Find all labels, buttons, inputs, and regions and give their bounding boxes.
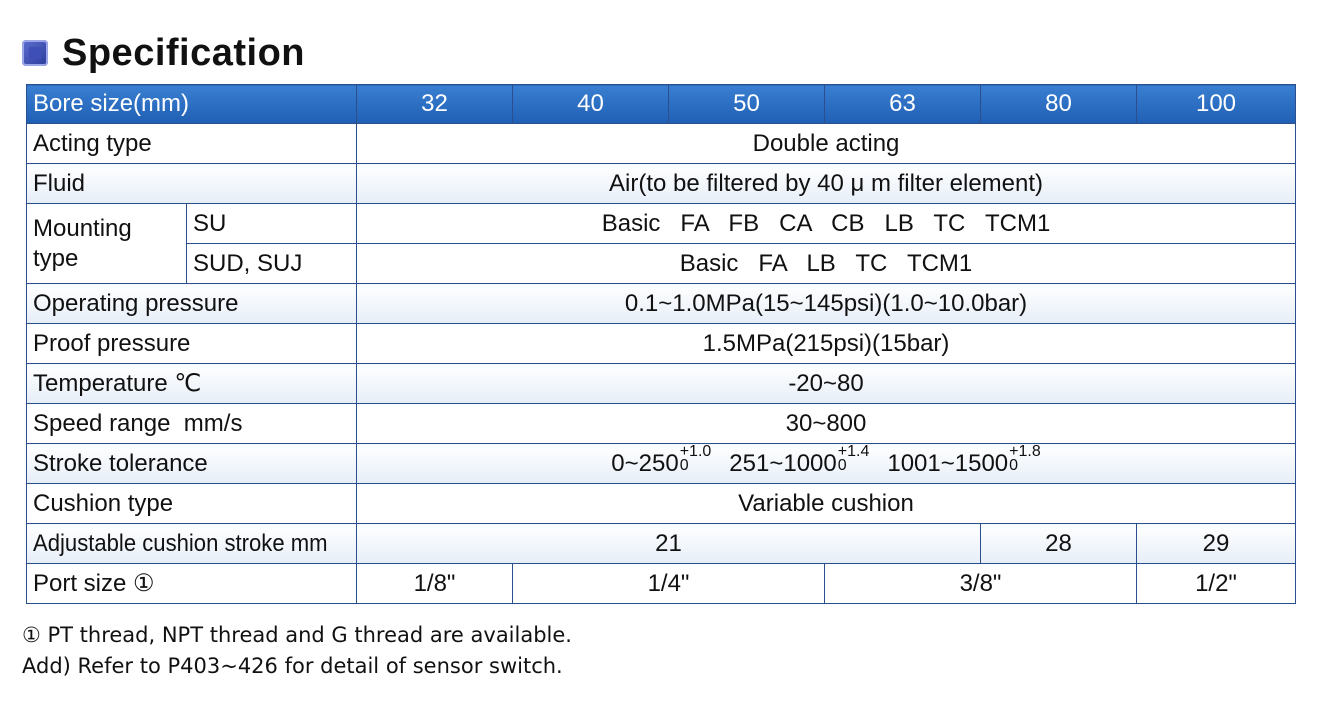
cushion-type-value: Variable cushion: [357, 484, 1296, 524]
proof-pressure-value: 1.5MPa(215psi)(15bar): [357, 324, 1296, 364]
tolerance-upper: +1.0: [679, 443, 712, 461]
footnote-thread: ① PT thread, NPT thread and G thread are available.: [22, 623, 572, 647]
tolerance-range: 251~1000: [729, 449, 837, 477]
proof-pressure-row: [27, 324, 1296, 364]
bore-40: 40: [513, 85, 669, 124]
footnote-sensor: Add) Refer to P403~426 for detail of sensor switch.: [22, 654, 563, 678]
temperature-value: -20~80: [357, 364, 1296, 404]
acting-type-value: Double acting: [357, 124, 1296, 164]
tolerance-upper: +1.4: [837, 443, 870, 461]
stroke-tolerance-row: [27, 444, 1296, 484]
square-bullet-icon: [22, 40, 48, 66]
port-size-label: Port size ①: [27, 564, 357, 604]
mounting-sud-row: [27, 244, 1296, 284]
tolerance-upper: +1.8: [1009, 443, 1041, 461]
bore-63: 63: [825, 85, 981, 124]
mounting-su-value: Basic FA FB CA CB LB TC TCM1: [357, 204, 1296, 244]
adjustable-cushion-32-63: 21: [357, 524, 981, 564]
speed-range-value: 30~800: [357, 404, 1296, 444]
speed-range-label: Speed range mm/s: [27, 404, 357, 444]
port-size-100: 1/2": [1137, 564, 1296, 604]
tolerance-lower: 0: [837, 457, 847, 475]
header-row: [27, 85, 1296, 124]
port-size-63-80: 3/8": [825, 564, 1137, 604]
speed-range-row: [27, 404, 1296, 444]
page-title: Specification: [62, 31, 305, 74]
bore-80: 80: [981, 85, 1137, 124]
tolerance-range: 1001~1500: [887, 449, 1009, 477]
bore-100: 100: [1137, 85, 1296, 124]
section-heading: [22, 30, 305, 76]
adjustable-cushion-80: 28: [981, 524, 1137, 564]
port-size-40-50: 1/4": [513, 564, 825, 604]
footnotes: [22, 620, 572, 682]
stroke-tolerance-value: [357, 444, 1296, 484]
mounting-su-row: [27, 204, 1296, 244]
tolerance-range: 0~250: [611, 449, 679, 477]
adjustable-cushion-row: [27, 524, 1296, 564]
bore-50: 50: [669, 85, 825, 124]
port-size-row: [27, 564, 1296, 604]
tolerance-lower: 0: [679, 457, 689, 475]
operating-pressure-value: 0.1~1.0MPa(15~145psi)(1.0~10.0bar): [357, 284, 1296, 324]
fluid-value: Air(to be filtered by 40 μ m filter element): [357, 164, 1296, 204]
adjustable-cushion-label: [27, 524, 357, 564]
proof-pressure-label: Proof pressure: [27, 324, 357, 364]
mounting-type-label: Mounting type: [27, 204, 187, 284]
operating-pressure-label: Operating pressure: [27, 284, 357, 324]
mounting-sud-value: Basic FA LB TC TCM1: [357, 244, 1296, 284]
port-size-32: 1/8": [357, 564, 513, 604]
acting-type-row: [27, 124, 1296, 164]
cushion-type-label: Cushion type: [27, 484, 357, 524]
tolerance-item: [729, 443, 887, 478]
acting-type-label: Acting type: [27, 124, 357, 164]
tolerance-item: [887, 443, 1041, 478]
temperature-row: [27, 364, 1296, 404]
temperature-label: Temperature ℃: [27, 364, 357, 404]
cushion-type-row: [27, 484, 1296, 524]
mounting-su-label: SU: [187, 204, 357, 244]
fluid-label: Fluid: [27, 164, 357, 204]
specification-table: [26, 84, 1296, 604]
adjustable-cushion-100: 29: [1137, 524, 1296, 564]
bore-32: 32: [357, 85, 513, 124]
fluid-row: [27, 164, 1296, 204]
bore-size-label: Bore size(mm): [27, 85, 357, 124]
adjustable-cushion-label-text: Adjustable cushion stroke mm: [33, 529, 328, 557]
tolerance-lower: 0: [1009, 457, 1019, 475]
mounting-sud-label: SUD, SUJ: [187, 244, 357, 284]
tolerance-item: [611, 443, 729, 478]
operating-pressure-row: [27, 284, 1296, 324]
stroke-tolerance-label: Stroke tolerance: [27, 444, 357, 484]
